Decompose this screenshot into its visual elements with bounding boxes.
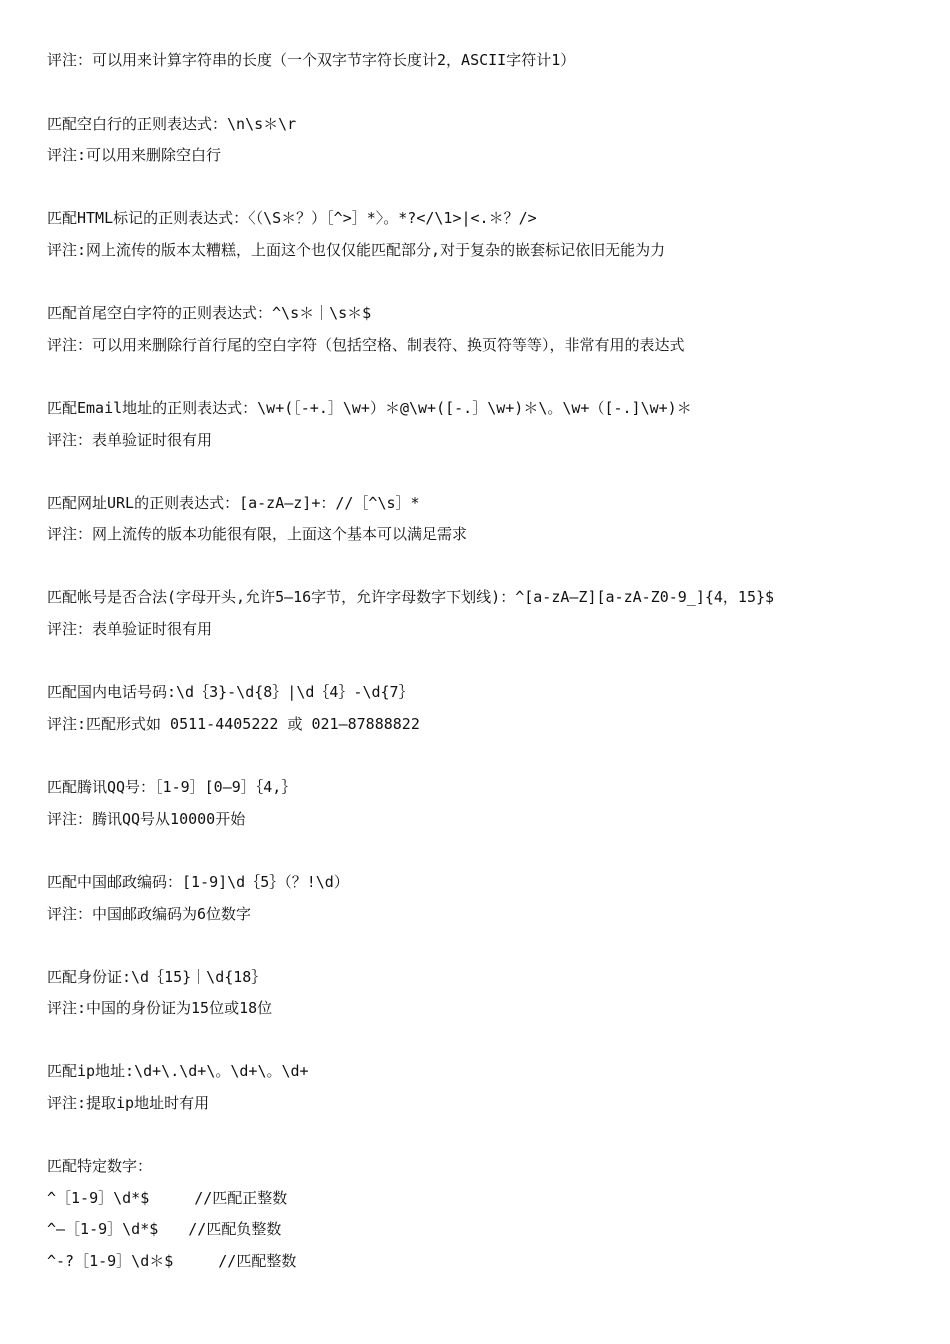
- note-html-tag: 评注:网上流传的版本太糟糕，上面这个也仅仅能匹配部分,对于复杂的嵌套标记依旧无能为力: [47, 241, 666, 259]
- regex-integer: ^-?［1-9］\d＊$ //匹配整数: [47, 1252, 297, 1270]
- note-id-card: 评注:中国的身份证为15位或18位: [47, 999, 273, 1017]
- heading-specific-numbers: 匹配特定数字：: [47, 1157, 153, 1175]
- regex-positive-integer: ^［1-9］\d*$ //匹配正整数: [47, 1189, 288, 1207]
- note-blank-line: 评注:可以用来删除空白行: [47, 146, 222, 164]
- regex-negative-integer: ^—［1-9］\d*$ //匹配负整数: [47, 1220, 282, 1238]
- note-trim-whitespace: 评注：可以用来删除行首行尾的空白字符（包括空格、制表符、换页符等等），非常有用的表达式: [47, 336, 685, 354]
- regex-blank-line: 匹配空白行的正则表达式：\n\s＊\r: [47, 115, 297, 133]
- regex-email: 匹配Email地址的正则表达式：\w+(［-+.］\w+）＊@\w+([-.］\w+)＊\。\w+（[-.]\w+)＊: [47, 399, 692, 417]
- note-account: 评注：表单验证时很有用: [47, 620, 213, 638]
- note-qq: 评注：腾讯QQ号从10000开始: [47, 810, 246, 828]
- note-postcode: 评注：中国邮政编码为6位数字: [47, 905, 252, 923]
- note-ip: 评注:提取ip地址时有用: [47, 1094, 210, 1112]
- regex-url: 匹配网址URL的正则表达式：[a-zA—z]+：//［^\s］*: [47, 494, 420, 512]
- regex-qq: 匹配腾讯QQ号：［1-9］[0—9］｛4,｝: [47, 778, 297, 796]
- note-email: 评注：表单验证时很有用: [47, 431, 213, 449]
- regex-phone: 匹配国内电话号码:\d｛3}-\d{8｝|\d｛4｝-\d{7｝: [47, 683, 414, 701]
- regex-account: 匹配帐号是否合法(字母开头,允许5—16字节，允许字母数字下划线)：^[a-zA—Z][a-zA-Z0-9_]{4，15}$: [47, 588, 775, 606]
- regex-postcode: 匹配中国邮政编码：[1-9]\d｛5｝（？!\d）: [47, 873, 349, 891]
- regex-trim-whitespace: 匹配首尾空白字符的正则表达式：^\s＊｜\s＊$: [47, 304, 372, 322]
- regex-id-card: 匹配身份证:\d｛15}｜\d{18｝: [47, 968, 267, 986]
- note-string-length: 评注：可以用来计算字符串的长度（一个双字节字符长度计2，ASCII字符计1）: [47, 51, 576, 69]
- note-phone: 评注:匹配形式如 0511-4405222 或 021—87888822: [47, 715, 420, 733]
- regex-ip: 匹配ip地址:\d+\.\d+\。\d+\。\d+: [47, 1062, 309, 1080]
- regex-html-tag: 匹配HTML标记的正则表达式：〈（\S＊？）［^>］*〉。*?</\1>|<.＊？/>: [47, 209, 537, 227]
- note-url: 评注：网上流传的版本功能很有限，上面这个基本可以满足需求: [47, 525, 468, 543]
